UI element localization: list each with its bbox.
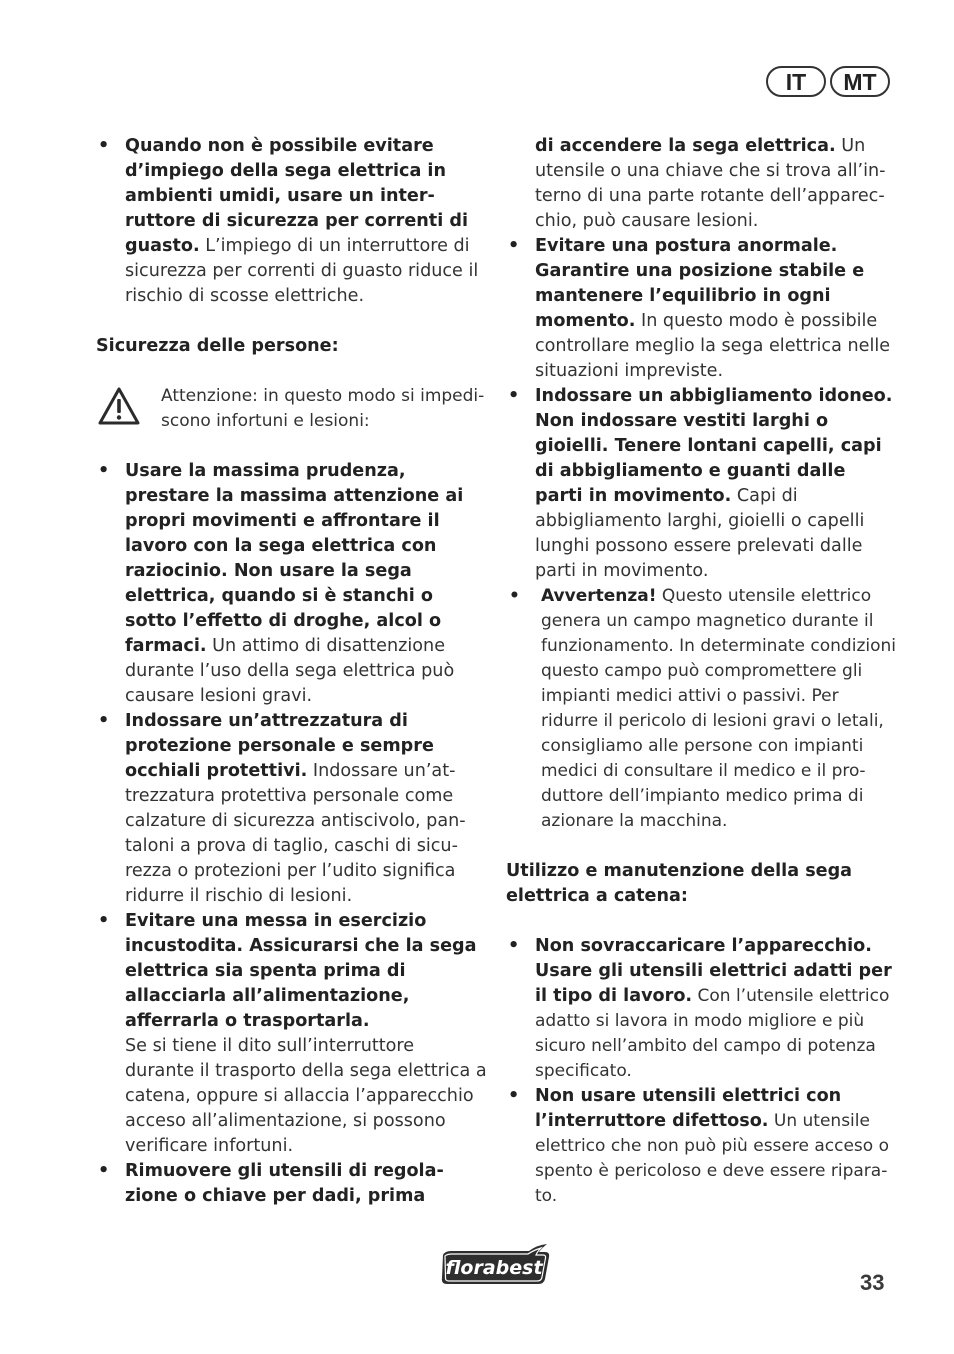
logo-wordmark: florabest [445,1257,543,1279]
bullet-no-overload [506,934,898,1084]
bullet-defective-switch [506,1084,898,1209]
bullet-prudence-bold: Usare la massima prudenza, prestare la massima attenzione ai propri movimenti e affrontare il lavoro con la sega elettrica con raziocinio. Non usare la sega elettrica, quando si è stanchi o sotto l’effetto di droghe, alcol o farmaci. [125,461,464,656]
language-badge-it: IT [766,66,826,97]
bullet-posture-bold: Evitare una postura anormale. Garantire una posizione stabile e mantenere l’equilibrio in ogni momento. [535,236,865,331]
warning-triangle-icon [97,386,141,426]
section-title-use-maintenance: Utilizzo e manutenzione della sega elettrica a catena: [506,861,853,906]
left-column [96,134,488,1209]
bullet-no-overload-text: Con l’utensile elettrico adatto si lavora in modo migliore e più sicuro nell’ambito del campo di potenza specificato. [535,986,890,1081]
bullet-rcd-text: L’impiego di un interruttore di sicurezza per correnti di guasto riduce il rischio di scosse elettriche. [125,236,479,306]
bullet-unattended-start [96,909,488,1159]
bullet-protective-equipment-text: Indossare un’attrezzatura protettiva personale come calzature di sicurezza antiscivolo, pantaloni a prova di taglio, caschi di sicurezza o protezioni per l’udito significa ridurre il rischio di lesioni. [125,761,466,906]
bullet-remove-tools [96,1159,488,1209]
continued-remove-tools-bold: di accendere la sega elettrica. [535,136,836,156]
bullet-prudence-text: Un attimo di disattenzione durante l’uso della sega elettrica può causare lesioni gravi. [125,636,455,706]
bullet-unattended-start-text: Se si tiene il dito sull’interruttore durante il trasporto della sega elettrica a catena, oppure si allaccia l’apparecchio acceso all’alimentazione, si possono verificare infortuni. [125,1036,487,1156]
bullet-posture-text: In questo modo è possibile controllare meglio la sega elettrica nelle situazioni impreviste. [535,311,891,381]
bullet-remove-tools-bold: Rimuovere gli utensili di regolazione o chiave per dadi, prima [125,1161,444,1206]
bullet-magnetic-field-warning [506,584,898,834]
warning-note [96,384,488,434]
bullet-prudence [96,459,488,709]
bullet-clothing-text: Capi di abbigliamento larghi, gioielli o capelli lunghi possono essere prelevati dalle parti in movimento. [535,486,865,581]
continued-remove-tools-text: Un utensile o una chiave che si trova all’interno di una parte rotante dell’apparecchio, può causare lesioni. [535,136,886,231]
bullet-protective-equipment [96,709,488,909]
florabest-logo [437,1243,552,1289]
bullet-unattended-start-bold: Evitare una messa in esercizio incustodita. Assicurarsi che la sega elettrica sia spenta prima di allacciarla all’alimentazione, afferrarla o trasportarla. [125,911,477,1031]
warning-text: Attenzione: in questo modo si impediscono infortuni e lesioni: [161,386,485,431]
bullet-rcd [96,134,488,309]
bullet-magnetic-field-text: Questo utensile elettrico genera un campo magnetico durante il funzionamento. In determinate condizioni questo campo può compromettere gli impianti medici attivi o passivi. Per ridurre il pericolo di lesioni gravi o letali, consigliamo alle persone con impianti medici di consultare il medico e il produttore dell’impianto medico prima di azionare la macchina. [541,586,896,831]
section-title-personal-safety: Sicurezza delle persone: [96,336,339,356]
bullet-protective-equipment-bold: Indossare un’attrezzatura di protezione personale e sempre occhiali protettivi. [125,711,434,781]
bullet-clothing [506,384,898,584]
bullet-rcd-bold: Quando non è possibile evitare d’impiego della sega elettrica in ambienti umidi, usare un interruttore di sicurezza per correnti di guasto. [125,136,468,256]
bullet-magnetic-field-bold: Avvertenza! [541,586,657,606]
language-badge-mt: MT [830,66,890,97]
continued-remove-tools [506,134,898,234]
bullet-defective-switch-bold: Non usare utensili elettrici con l’interruttore difettoso. [535,1086,842,1131]
bullet-defective-switch-text: Un utensile elettrico che non può più essere acceso o spento è pericoloso e deve essere riparato. [535,1111,889,1206]
bullet-posture [506,234,898,384]
bullet-no-overload-bold: Non sovraccaricare l’apparecchio. Usare gli utensili elettrici adatti per il tipo di lavoro. [535,936,892,1006]
page-number: 33 [860,1270,885,1295]
right-column [506,134,898,1209]
bullet-clothing-bold: Indossare un abbigliamento idoneo. Non indossare vestiti larghi o gioielli. Tenere lontani capelli, capi di abbigliamento e guanti dalle parti in movimento. [535,386,893,506]
